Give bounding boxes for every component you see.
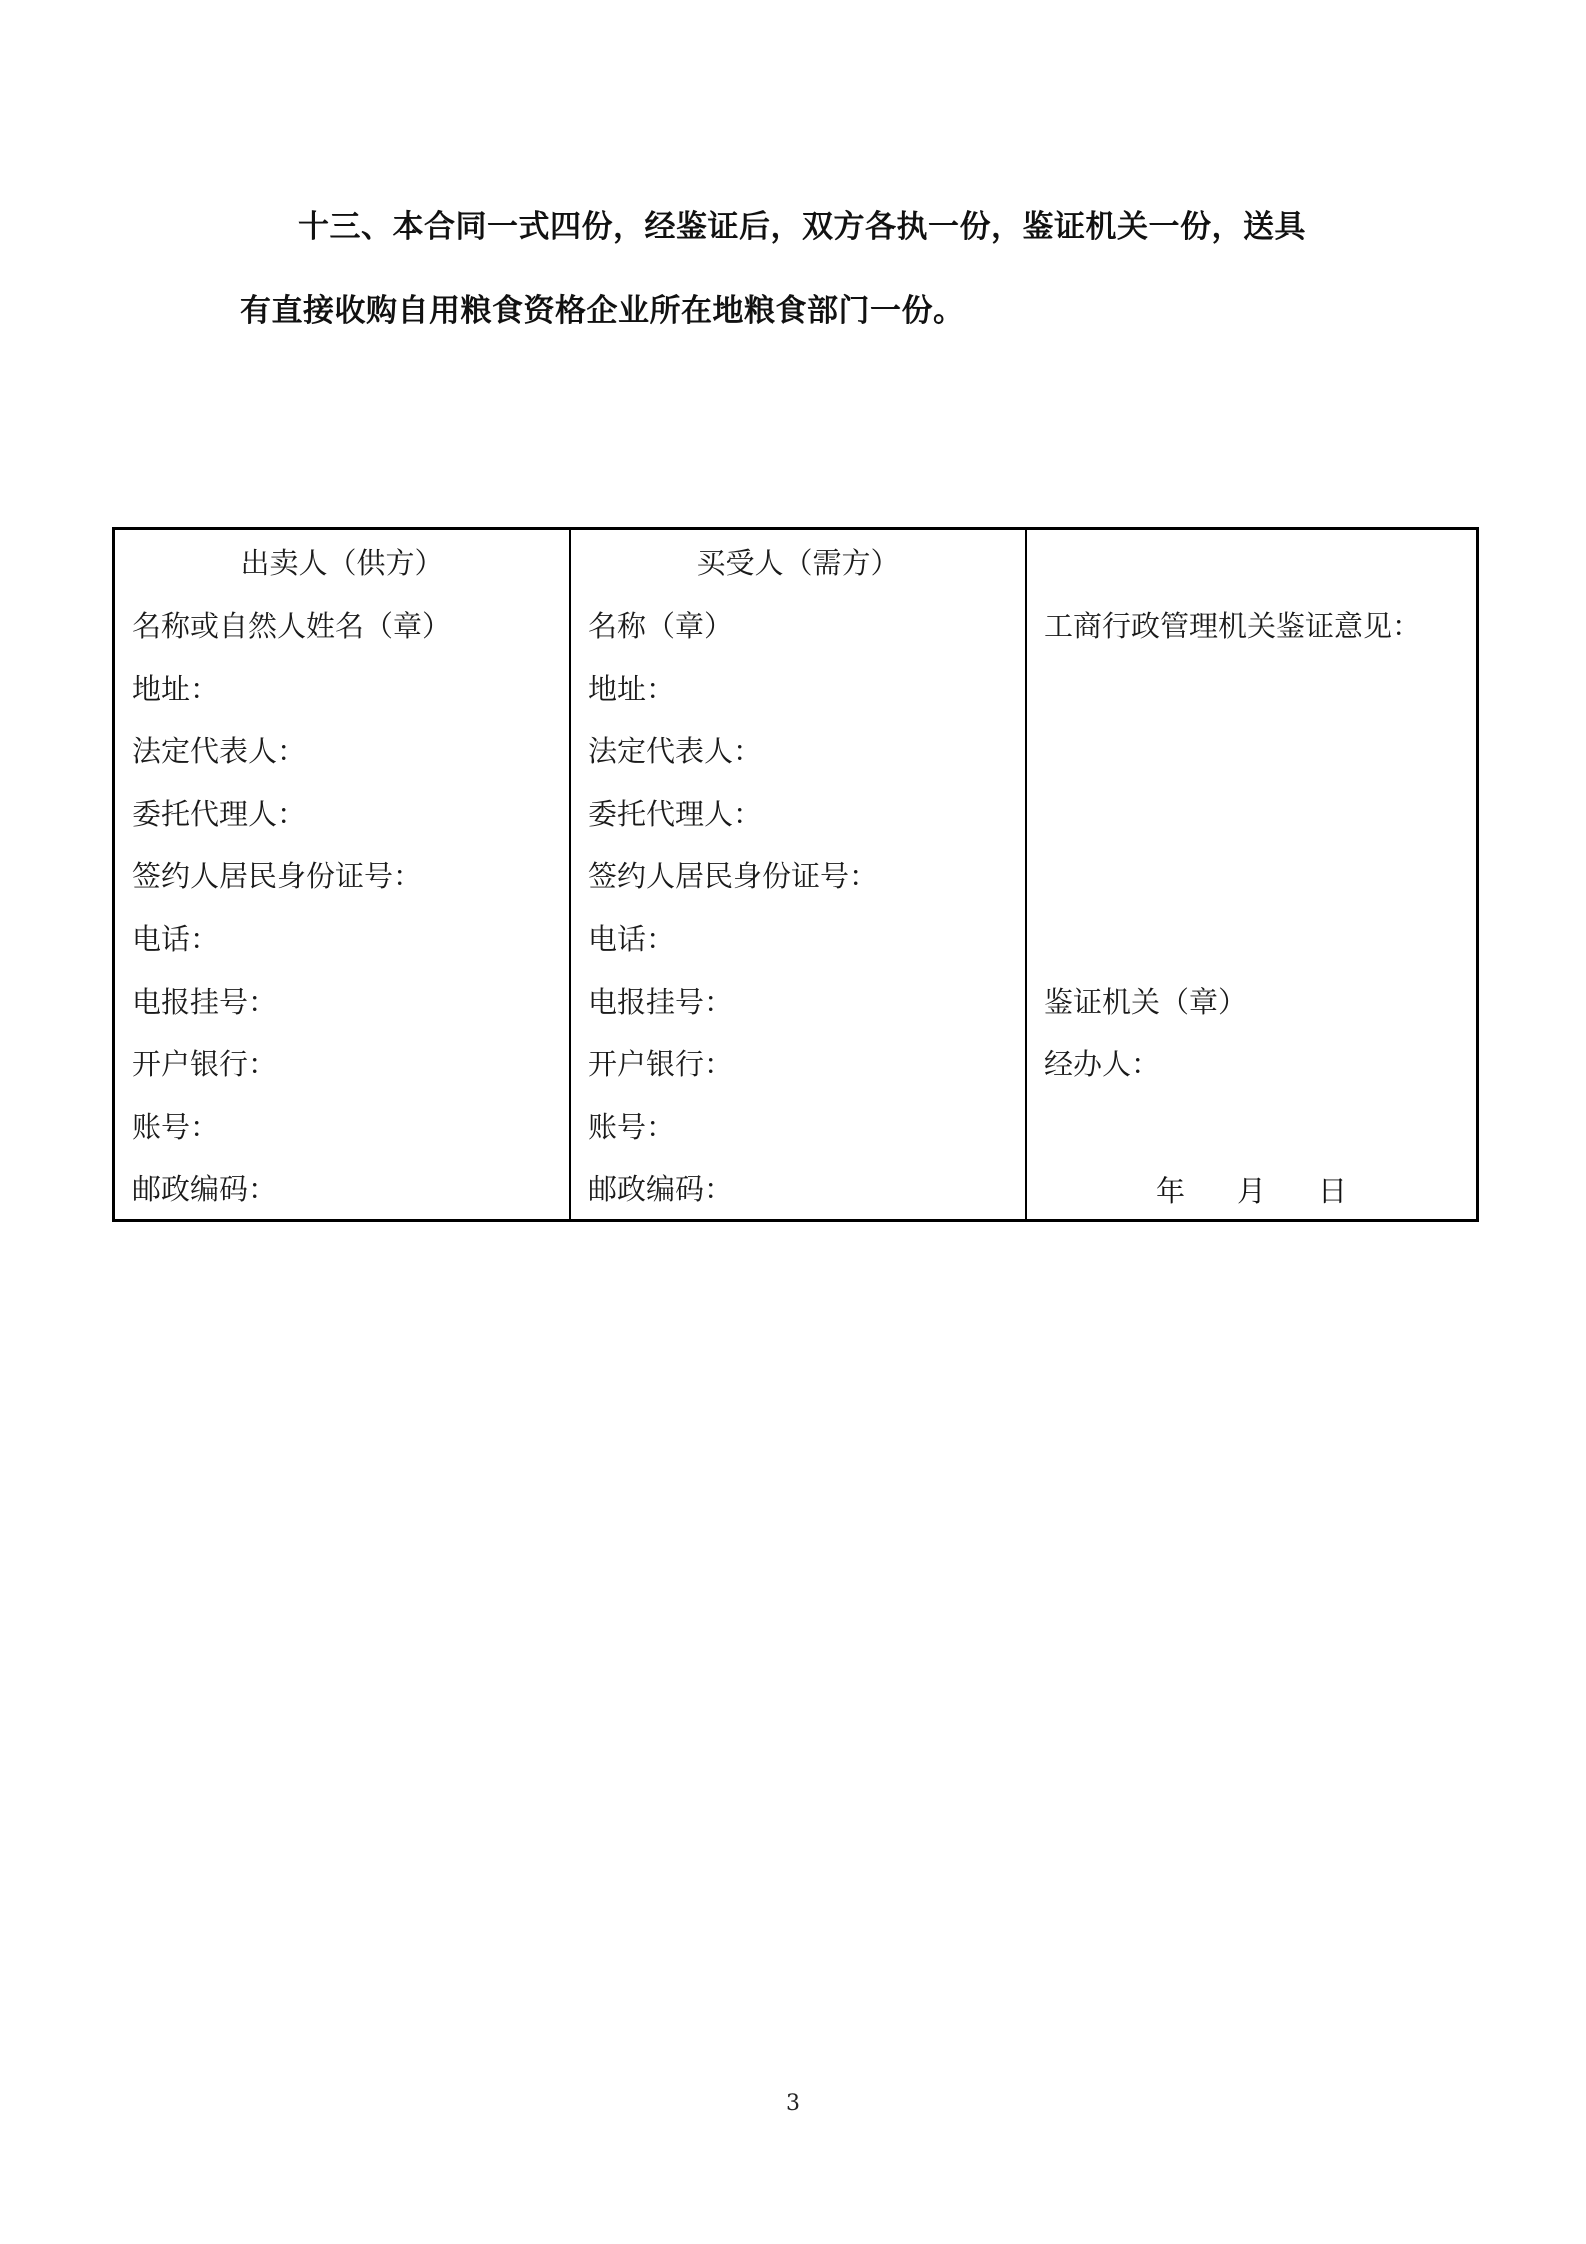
authority-handler-label: 经办人： — [1044, 1047, 1161, 1081]
seller-field-label: 法定代表人： — [132, 734, 307, 768]
buyer-column — [571, 530, 1027, 1219]
date-line — [1027, 1174, 1476, 1208]
authority-opinion-label: 工商行政管理机关鉴证意见： — [1044, 609, 1422, 643]
buyer-field-label: 委托代理人： — [588, 797, 763, 831]
buyer-field-label: 账号： — [588, 1110, 676, 1144]
buyer-field-label: 法定代表人： — [588, 734, 763, 768]
buyer-field-label: 地址： — [588, 672, 676, 706]
seller-field-label: 开户银行： — [132, 1047, 278, 1081]
seller-field-label: 电报挂号： — [132, 985, 278, 1019]
seller-field-label: 地址： — [132, 672, 220, 706]
date-month-label: 月 — [1236, 1174, 1266, 1208]
seller-field-label: 账号： — [132, 1110, 220, 1144]
buyer-field-label: 开户银行： — [588, 1047, 734, 1081]
authority-column — [1027, 530, 1476, 1219]
buyer-field-label: 签约人居民身份证号： — [588, 859, 879, 893]
seller-field-label: 邮政编码： — [132, 1172, 278, 1206]
date-day-label: 日 — [1318, 1174, 1348, 1208]
buyer-field-label: 电话： — [588, 922, 676, 956]
seller-header: 出卖人（供方） — [240, 546, 444, 580]
date-year-label: 年 — [1155, 1174, 1185, 1208]
seller-field-label: 电话： — [132, 922, 220, 956]
seller-field-label: 签约人居民身份证号： — [132, 859, 423, 893]
seller-column — [115, 530, 571, 1219]
clause-13-line-1: 十三、本合同一式四份，经鉴证后，双方各执一份，鉴证机关一份，送具 — [298, 209, 1306, 245]
signature-table — [112, 527, 1479, 1222]
buyer-header: 买受人（需方） — [696, 546, 900, 580]
seller-field-label: 名称或自然人姓名（章） — [132, 609, 452, 643]
clause-13-line-2: 有直接收购自用粮食资格企业所在地粮食部门一份。 — [240, 293, 965, 329]
seller-field-label: 委托代理人： — [132, 797, 307, 831]
buyer-field-label: 邮政编码： — [588, 1172, 734, 1206]
buyer-field-label: 电报挂号： — [588, 985, 734, 1019]
page-number: 3 — [786, 2091, 800, 2116]
buyer-field-label: 名称（章） — [588, 609, 734, 643]
authority-seal-label: 鉴证机关（章） — [1044, 985, 1248, 1019]
